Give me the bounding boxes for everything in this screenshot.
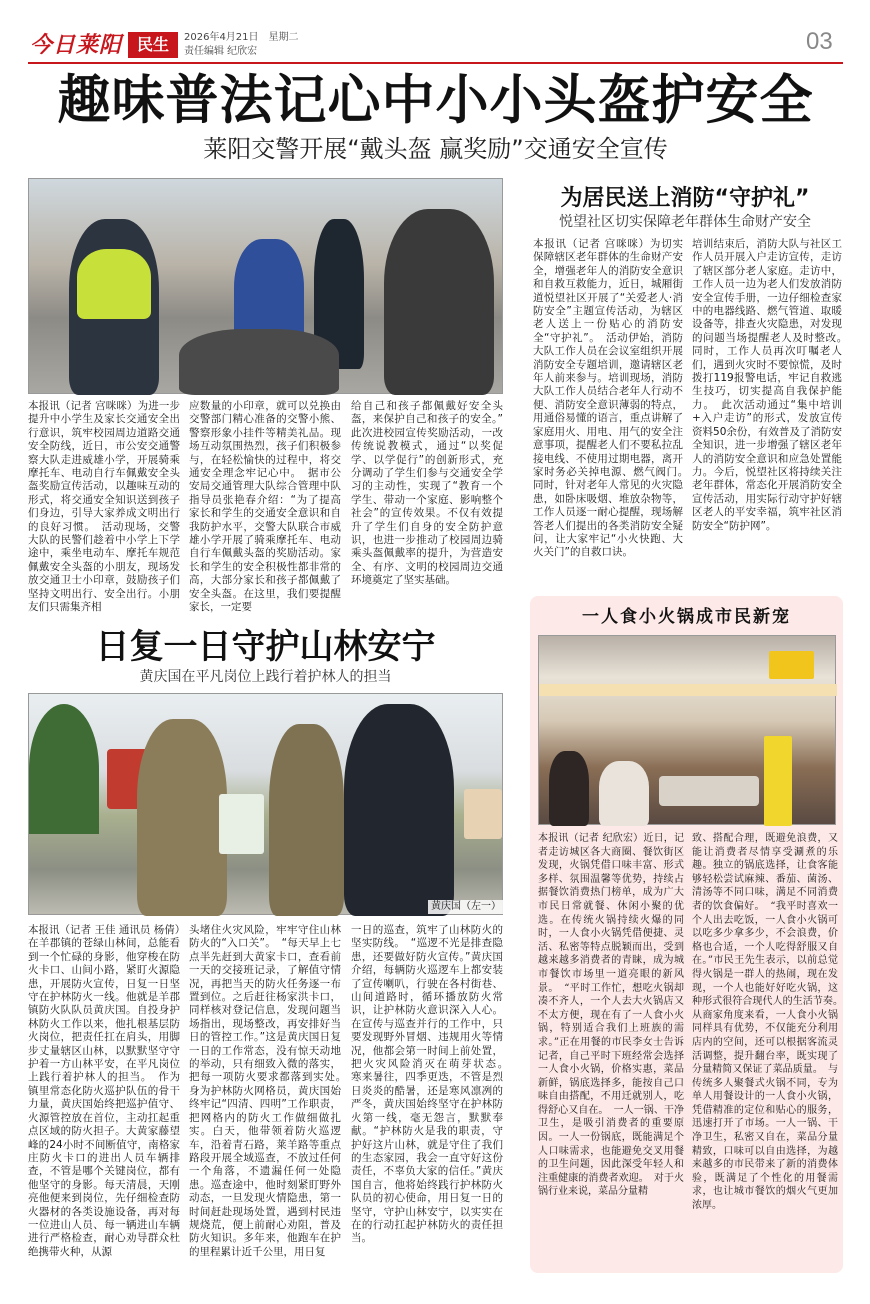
masthead-rule [28,62,843,64]
lead-column-3: 给自己和孩子都佩戴好安全头盔，来保护自己和孩子的安全。” 此次进校园宣传奖励活动，一改传统说教模式，通过“以奖促学、以学促行”的创新形式，充分调动了学生们参与交通安全学习的主动性，实现了“教育一个学生、带动一个家庭、影响整个社会”的宣传效果。不仅有效提升了学生们自身的安全防护意识，也进一步推动了校园周边骑乘头盔佩戴率的提升，为营造安全、有序、文明的校园周边交通环境奠定了坚实基础。 [351,400,514,587]
hotpot-restaurant-photo [538,635,836,825]
page-number: 03 [806,28,833,55]
section-badge: 民生 [128,32,178,58]
forest-column-2: 头堵住火灾风险，牢牢守住山林防火的“入口关”。 “每天早上七点半先赶到大黄家卡口，查看前一天的交接班记录，了解值守情况，再把当天的防火任务逐一布置到位。之后赶往杨家洪卡口，同样核对登记信息，发现问题当场指出，现场整改，再安排好当日的管控工作。”这是黄庆国日复一日的工作常态，没有惊天动地的举动，只有细致入微的落实，把每一项防火要求都落到实处。 身为护林防火网格员，黄庆国始终牢记“四清、四明”工作职责，把网格内的防火工作做细做扎实。白天，他带领着防火巡逻车，沿着青石路，莱羊路等重点路段开展全域巡查，不放过任何一个角落，不遗漏任何一处隐患。巡查途中，他时刻紧盯野外动态，一旦发现火情隐患，第一时间赶赴现场处置，遇到村民违规烧荒，便上前耐心劝阻，普及防火知识。多年来，他跑车在护的里程累计近千公里，用日复 [189,924,352,1258]
issue-date: 2026年4月21日 星期二 [184,32,299,43]
fire-subheadline: 悦望社区切实保障老年群体生命财产安全 [559,214,811,230]
lead-subheadline: 莱阳交警开展“戴头盔 赢奖励”交通安全宣传 [203,135,668,163]
hotpot-column-1: 本报讯（记者 纪欣宏）近日，记者走访城区各大商圈、餐饮街区发现，火锅凭借口味丰富、形式多样、氛围温馨等优势，持续占据餐饮消费热门榜单，成为广大市民日常就餐、休闲小聚的优选。在传统火锅持续火爆的同时，一人食小火锅凭借便捷、灵活、私密等特点脱颖而出，受到越来越多消费者的青睐，成为城市餐饮市场里一道亮眼的新风景。 “平时工作忙，想吃火锅却凑不齐人，一个人去大火锅店又不太方便，现在有了一人食小火锅，特别适合我们上班族的需求。”正在用餐的市民李女士告诉记者，自己平时下班经常会选择一人食小火锅，价格实惠，菜品新鲜，锅底选择多，能按自己口味自由搭配，不用迁就别人，吃得舒心又自在。 一人一锅、干净卫生，是吸引消费者的重要原因。一人一份锅底，既能满足个人口味需求，也能避免交叉用餐的卫生问题，因此深受年轻人和注重健康的消费者欢迎。 对于火锅行业来说，菜品分量精 [538,833,684,1198]
photo-caption: 黄庆国（左一） [428,900,504,914]
hotpot-column-2: 致、搭配合理，既避免浪费，又能让消费者尽情享受涮煮的乐趣。独立的锅底选择，让食客能够轻松尝试麻辣、番茄、菌汤、清汤等不同口味，满足不同消费者的饮食偏好。 “我平时喜欢一个人出去吃饭，一人食小火锅可以吃多少拿多少，不会浪费，价格也合适，一个人吃得舒服又自在。”市民王先生表示，以前总觉得火锅是一群人的热闹，现在发现，一个人也能好好吃火锅，这种形式很符合现代人的生活节奏。 从商家角度来看，一人食小火锅同样具有优势，不仅能充分利用店内的空间，还可以根据客流灵活调整，提升翻台率，既实现了分量精简又保证了菜品质量。 与传统多人聚餐式火锅不同，专为单人用餐设计的一人食小火锅，凭借精准的定位和贴心的服务，迅速打开了市场。一人一锅、干净卫生，私密又自在，菜品分量精致，口味可以自由选择，为越来越多的市民带来了新的消费体验，既满足了个性化的用餐需求，也让城市餐饮的烟火气更加浓厚。 [692,833,848,1212]
forest-headline: 日复一日守护山林安宁 [95,627,436,667]
forest-subheadline: 黄庆国在平凡岗位上践行着护林人的担当 [139,669,392,685]
fire-column-2: 培训结束后，消防大队与社区工作人员开展入户走访宣传，走访了辖区部分老人家庭。走访中，工作人员一边为老人们发放消防安全宣传手册，一边仔细检查家中的电器线路、燃气管道、取暖设备等，排查火灾隐患，对发现的问题当场提醒老人及时整改。 同时，工作人员再次叮嘱老人们，遇到火灾时不要惊慌，及时拨打119报警电话，牢记自救逃生技巧，切实提高自我保护能力。 此次活动通过“集中培训+入户走访”的形式，发放宣传资料50余份，有效普及了消防安全知识，进一步增强了辖区老年人的消防安全意识和应急处置能力。今后，悦望社区将持续关注老年群体，常态化开展消防安全宣传活动，用实际行动守护好辖区老人的平安幸福，筑牢社区消防安全“防护网”。 [692,238,853,532]
fire-headline: 为居民送上消防“守护礼” [560,186,810,211]
fire-column-1: 本报讯（记者 宫咪咪）为切实保障辖区老年群体的生命财产安全，增强老年人的消防安全意识和自救互救能力，近日，城厢街道悦望社区开展了“关爱老人·消防安全”主题宣传活动，为辖区老人送上一份贴心的消防安全“守护礼”。 活动伊始，消防大队工作人员在会议室组织开展消防安全专题培训，邀请辖区老年人前来参与。培训现场，消防大队工作人员结合老年人行动不便、消防安全意识薄弱的特点，用通俗易懂的语言，重点讲解了家庭用火、用电、用气的安全注意事项，提醒老人们不要私拉乱接电线、不使用过期电器，离开家时务必关掉电源、燃气阀门。 同时，针对老年人常见的火灾隐患，如卧床吸烟、堆放杂物等，工作人员逐一耐心提醒，现场解答老人们提出的各类消防安全疑问，让大家牢记“小火快跑、大火关门”的自救口诀。 [533,238,694,559]
forest-column-1: 本报讯（记者 王佳 通讯员 杨倩）在羊郡镇的苍绿山林间，总能看到一个忙碌的身影，他穿梭在防火卡口、山间小路，紧盯火源隐患，开展防火宣传，日复一日坚守在护林防火一线。他就是羊郡镇防火队队员黄庆国。自投身护林防火工作以来，他扎根基层防火岗位，把责任扛在肩头，用脚步丈量辖区山林，以默默坚守守护着一方山林平安，在平凡岗位上践行着护林人的担当。 作为镇里常态化防火巡护队伍的骨干力量，黄庆国始终把巡护值守、火源管控放在首位，主动扛起重点区域的防火担子。大黄家藤望峰的24小时不间断值守，南格家庄防火卡口的进出人员车辆排查，不管是哪个关键岗位，都有他坚守的身影。每天清晨，天刚亮他便来到岗位，先仔细检查防火器材的各类设施设备，再对每一位进山人员、每一辆进山车辆进行严格检查，耐心劝导群众杜绝携带火种，从源 [28,924,180,1258]
newspaper-logo: 今日莱阳 [30,32,123,58]
lead-column-1: 本报讯（记者 宫咪咪）为进一步提升中小学生及家长交通安全出行意识，筑牢校园周边道路交通安全防线，近日，市公安交通警察大队走进威雄小学，开展骑乘摩托车、电动自行车佩戴安全头盔奖励宣传活动，以趣味互动的形式，将交通安全知识送到孩子们身边，引导大家养成文明出行的良好习惯。 活动现场，交警大队的民警们趁着中小学上下学途中，乘坐电动车、摩托车规范佩戴安全头盔的小朋友，现场发放交通卫士小印章，鼓励孩子们坚持文明出行、安全出行。小朋友们只需集齐相 [28,400,180,614]
lead-headline: 趣味普法记心中小小头盔护安全 [57,70,814,131]
responsible-editor: 责任编辑 纪欣宏 [184,46,258,57]
lead-column-2: 应数量的小印章，就可以兑换由交警部门精心准备的交警小熊、警察形象小挂件等精美礼品。现场互动氛围热烈，孩子们积极参与，在轻松愉快的过程中，将交通安全理念牢记心中。 据市公安局交通管理大队综合管理中队指导员张艳春介绍：“为了提高家长和学生的交通安全意识和自我防护水平，交警大队联合市威雄小学开展了骑乘摩托车、电动自行车佩戴头盔的奖励活动。家长和学生的安全积极性都非常的高，大部分家长和孩子都佩戴了安全头盔。在这里，我们要提醒家长，一定要 [189,400,341,614]
hotpot-headline: 一人食小火锅成市民新宠 [582,607,791,627]
forest-ranger-photo [28,693,503,915]
forest-column-3: 一日的巡查，筑牢了山林防火的坚实防线。 “巡逻不光是排查隐患，还要做好防火宣传。”黄庆国介绍，每辆防火巡逻车上都安装了宣传喇叭，行驶在各村街巷、山间道路时，循环播放防火常识，让护林防火意识深入人心。在宣传与巡查并行的工作中，只要发现野外冒烟、违规用火等情况，他都会第一时间上前处置，把火灾风险消灭在萌芽状态。 寒来暑往，四季更迭，不管是烈日炎炎的酷暑，还是寒风凛冽的严冬，黄庆国始终坚守在护林防火第一线，毫无怨言，默默奉献。“护林防火是我的职责，守护好这片山林，就是守住了我们的生态家园，我会一直守好这份责任，不辜负大家的信任。”黄庆国自言，他将始终践行护林防火队员的初心使命，用日复一日的坚守，守护山林安宁，以实实在在的行动扛起护林防火的责任担当。 [351,924,514,1245]
traffic-police-photo [28,178,503,394]
